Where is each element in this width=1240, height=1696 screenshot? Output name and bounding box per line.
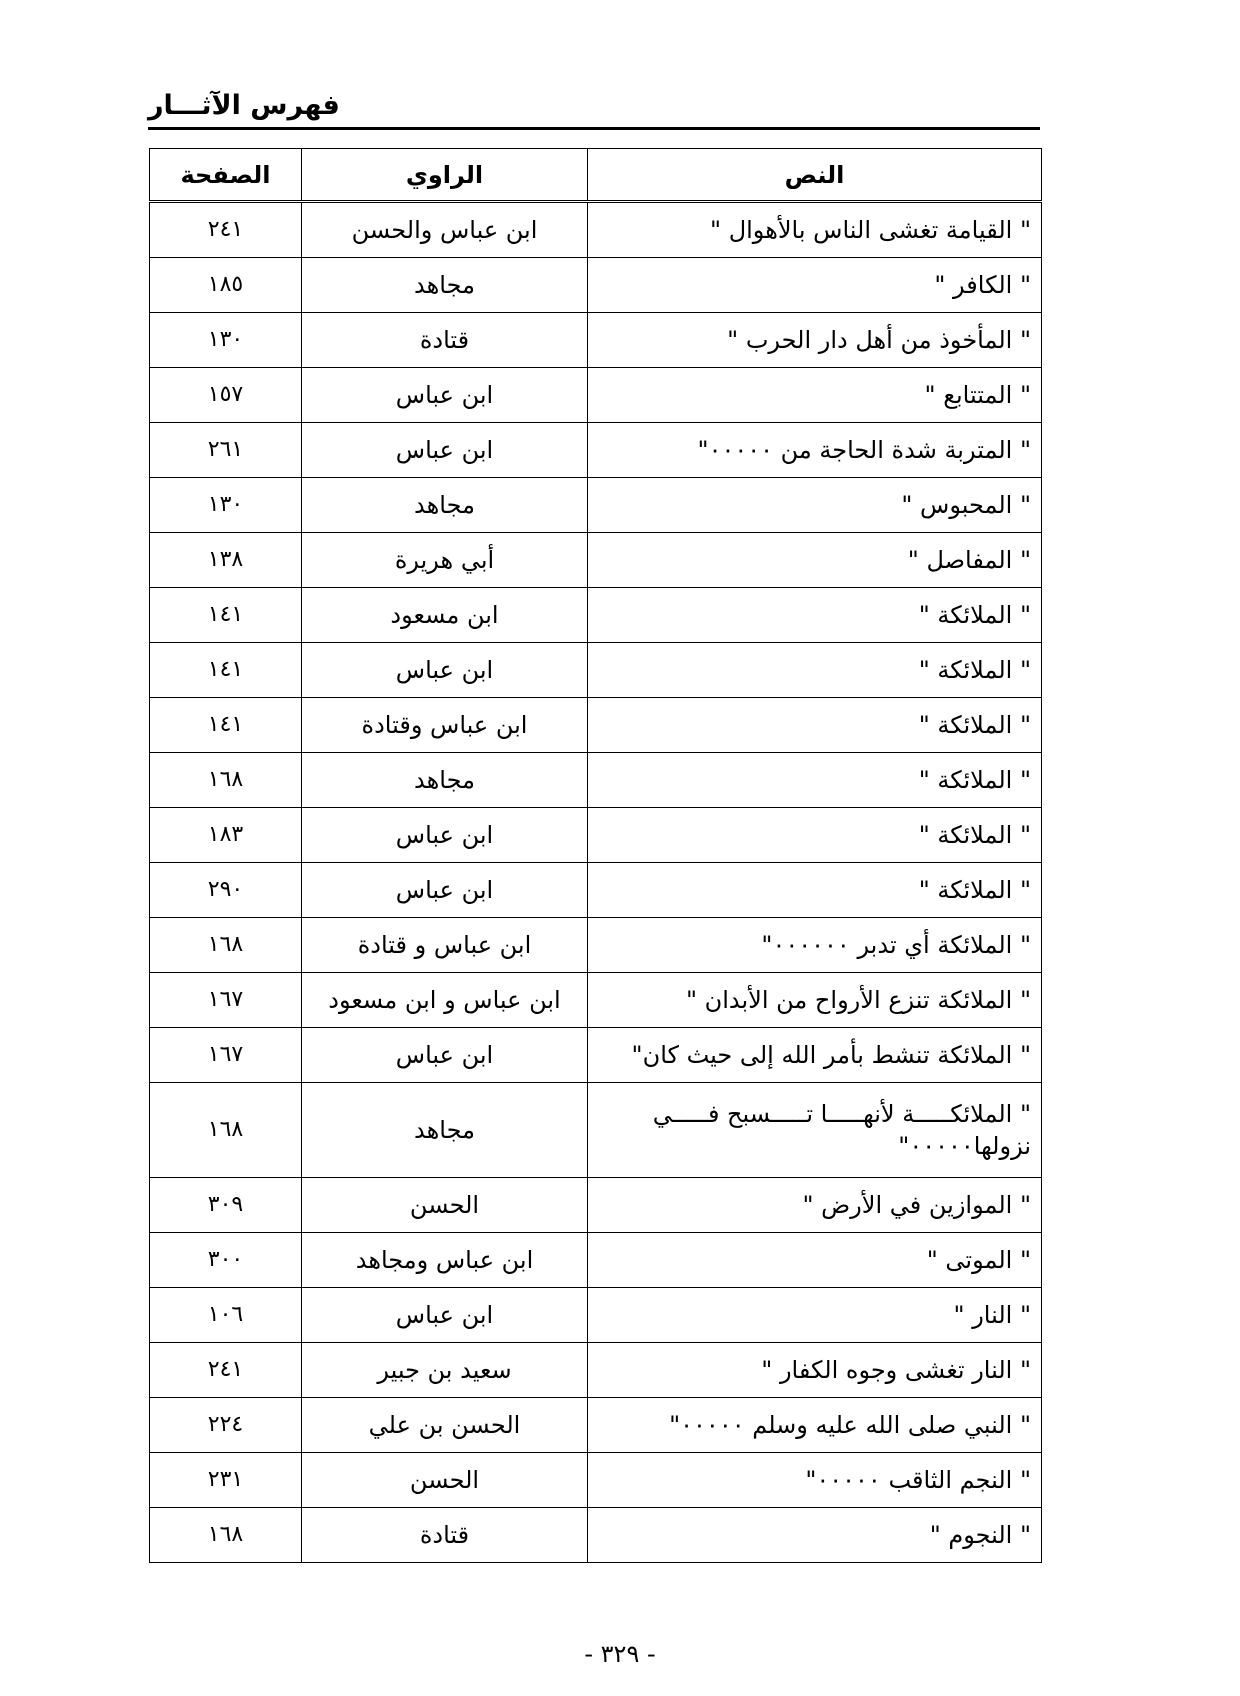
cell-page: ٣٠٠ bbox=[150, 1233, 302, 1288]
table-row bbox=[150, 753, 1042, 808]
cell-page: ١٤١ bbox=[150, 643, 302, 698]
cell-page: ٢٣١ bbox=[150, 1453, 302, 1508]
cell-text: " الملائكة تنزع الأرواح من الأبدان " bbox=[588, 973, 1042, 1028]
table-header-row bbox=[150, 149, 1042, 202]
cell-text: " المأخوذ من أهل دار الحرب " bbox=[588, 313, 1042, 368]
cell-page: ٢٦١ bbox=[150, 423, 302, 478]
table-row bbox=[150, 808, 1042, 863]
table-row bbox=[150, 1083, 1042, 1178]
cell-narrator: قتادة bbox=[302, 313, 588, 368]
table-row bbox=[150, 698, 1042, 753]
cell-page: ١٦٨ bbox=[150, 753, 302, 808]
cell-text: " المفاصل " bbox=[588, 533, 1042, 588]
cell-text: " المتتابع " bbox=[588, 368, 1042, 423]
cell-text: " النبي صلى الله عليه وسلم ٠٠٠٠٠" bbox=[588, 1398, 1042, 1453]
cell-narrator: ابن عباس bbox=[302, 643, 588, 698]
cell-narrator: الحسن بن علي bbox=[302, 1398, 588, 1453]
cell-narrator: الحسن bbox=[302, 1178, 588, 1233]
table-row bbox=[150, 478, 1042, 533]
cell-narrator: مجاهد bbox=[302, 1083, 588, 1178]
page-header bbox=[148, 86, 1040, 126]
cell-text: " الملائكـــــة لأنهـــــا تـــــسبح فـــــي نزولها٠٠٠٠٠" bbox=[588, 1083, 1042, 1178]
cell-narrator: مجاهد bbox=[302, 478, 588, 533]
cell-text: " الملائكة " bbox=[588, 643, 1042, 698]
table-row bbox=[150, 258, 1042, 313]
cell-narrator: ابن عباس bbox=[302, 1028, 588, 1083]
table-row bbox=[150, 1028, 1042, 1083]
cell-page: ١٦٨ bbox=[150, 1508, 302, 1563]
cell-text: " القيامة تغشى الناس بالأهوال " bbox=[588, 202, 1042, 258]
cell-page: ٣٠٩ bbox=[150, 1178, 302, 1233]
cell-narrator: مجاهد bbox=[302, 258, 588, 313]
cell-narrator: ابن عباس و قتادة bbox=[302, 918, 588, 973]
column-header-page: الصفحة bbox=[150, 149, 302, 202]
table-row bbox=[150, 533, 1042, 588]
table-row bbox=[150, 973, 1042, 1028]
cell-narrator: مجاهد bbox=[302, 753, 588, 808]
cell-text: " الملائكة " bbox=[588, 753, 1042, 808]
cell-page: ١٤١ bbox=[150, 698, 302, 753]
cell-page: ٢٤١ bbox=[150, 202, 302, 258]
cell-narrator: قتادة bbox=[302, 1508, 588, 1563]
cell-text: " النجم الثاقب ٠٠٠٠٠" bbox=[588, 1453, 1042, 1508]
cell-page: ١٦٨ bbox=[150, 918, 302, 973]
cell-page: ١٠٦ bbox=[150, 1288, 302, 1343]
cell-text: " الموازين في الأرض " bbox=[588, 1178, 1042, 1233]
cell-narrator: الحسن bbox=[302, 1453, 588, 1508]
cell-page: ١٣٠ bbox=[150, 478, 302, 533]
cell-page: ١٨٥ bbox=[150, 258, 302, 313]
table-row bbox=[150, 863, 1042, 918]
table-row bbox=[150, 588, 1042, 643]
table-row bbox=[150, 1343, 1042, 1398]
table-row bbox=[150, 918, 1042, 973]
cell-text: " الملائكة " bbox=[588, 808, 1042, 863]
cell-text: " الملائكة أي تدبر ٠٠٠٠٠٠" bbox=[588, 918, 1042, 973]
cell-page: ٢٤١ bbox=[150, 1343, 302, 1398]
table-row bbox=[150, 1288, 1042, 1343]
cell-page: ١٤١ bbox=[150, 588, 302, 643]
column-header-narrator: الراوي bbox=[302, 149, 588, 202]
cell-page: ٢٢٤ bbox=[150, 1398, 302, 1453]
cell-narrator: سعيد بن جبير bbox=[302, 1343, 588, 1398]
cell-page: ٢٩٠ bbox=[150, 863, 302, 918]
cell-text: " المتربة شدة الحاجة من ٠٠٠٠٠" bbox=[588, 423, 1042, 478]
cell-narrator: ابن مسعود bbox=[302, 588, 588, 643]
table-row bbox=[150, 1508, 1042, 1563]
cell-text: " النجوم " bbox=[588, 1508, 1042, 1563]
page-title: فهرس الآثـــار bbox=[148, 90, 340, 121]
cell-narrator: ابن عباس bbox=[302, 423, 588, 478]
cell-narrator: ابن عباس bbox=[302, 808, 588, 863]
cell-text: " النار " bbox=[588, 1288, 1042, 1343]
cell-narrator: ابن عباس و ابن مسعود bbox=[302, 973, 588, 1028]
cell-narrator: ابن عباس ومجاهد bbox=[302, 1233, 588, 1288]
cell-page: ١٦٧ bbox=[150, 1028, 302, 1083]
page-number: - ٣٢٩ - bbox=[584, 1640, 656, 1668]
cell-text: " النار تغشى وجوه الكفار " bbox=[588, 1343, 1042, 1398]
table-row bbox=[150, 1398, 1042, 1453]
cell-page: ١٦٨ bbox=[150, 1083, 302, 1178]
cell-text: " الموتى " bbox=[588, 1233, 1042, 1288]
cell-narrator: ابن عباس bbox=[302, 1288, 588, 1343]
index-table bbox=[149, 148, 1042, 1563]
table-row bbox=[150, 643, 1042, 698]
table-row bbox=[150, 313, 1042, 368]
cell-page: ١٦٧ bbox=[150, 973, 302, 1028]
cell-narrator: أبي هريرة bbox=[302, 533, 588, 588]
cell-page: ١٥٧ bbox=[150, 368, 302, 423]
cell-narrator: ابن عباس والحسن bbox=[302, 202, 588, 258]
header-rule bbox=[148, 127, 1040, 130]
cell-page: ١٣٠ bbox=[150, 313, 302, 368]
cell-text: " الملائكة " bbox=[588, 588, 1042, 643]
cell-text: " الملائكة " bbox=[588, 863, 1042, 918]
table-row bbox=[150, 423, 1042, 478]
cell-page: ١٣٨ bbox=[150, 533, 302, 588]
table-row bbox=[150, 368, 1042, 423]
column-header-text: النص bbox=[588, 149, 1042, 202]
cell-narrator: ابن عباس bbox=[302, 368, 588, 423]
cell-text: " المحبوس " bbox=[588, 478, 1042, 533]
table-row bbox=[150, 202, 1042, 258]
cell-text: " الملائكة تنشط بأمر الله إلى حيث كان" bbox=[588, 1028, 1042, 1083]
table-row bbox=[150, 1233, 1042, 1288]
cell-narrator: ابن عباس وقتادة bbox=[302, 698, 588, 753]
table-row bbox=[150, 1453, 1042, 1508]
cell-page: ١٨٣ bbox=[150, 808, 302, 863]
cell-narrator: ابن عباس bbox=[302, 863, 588, 918]
cell-text: " الملائكة " bbox=[588, 698, 1042, 753]
cell-text: " الكافر " bbox=[588, 258, 1042, 313]
table-row bbox=[150, 1178, 1042, 1233]
